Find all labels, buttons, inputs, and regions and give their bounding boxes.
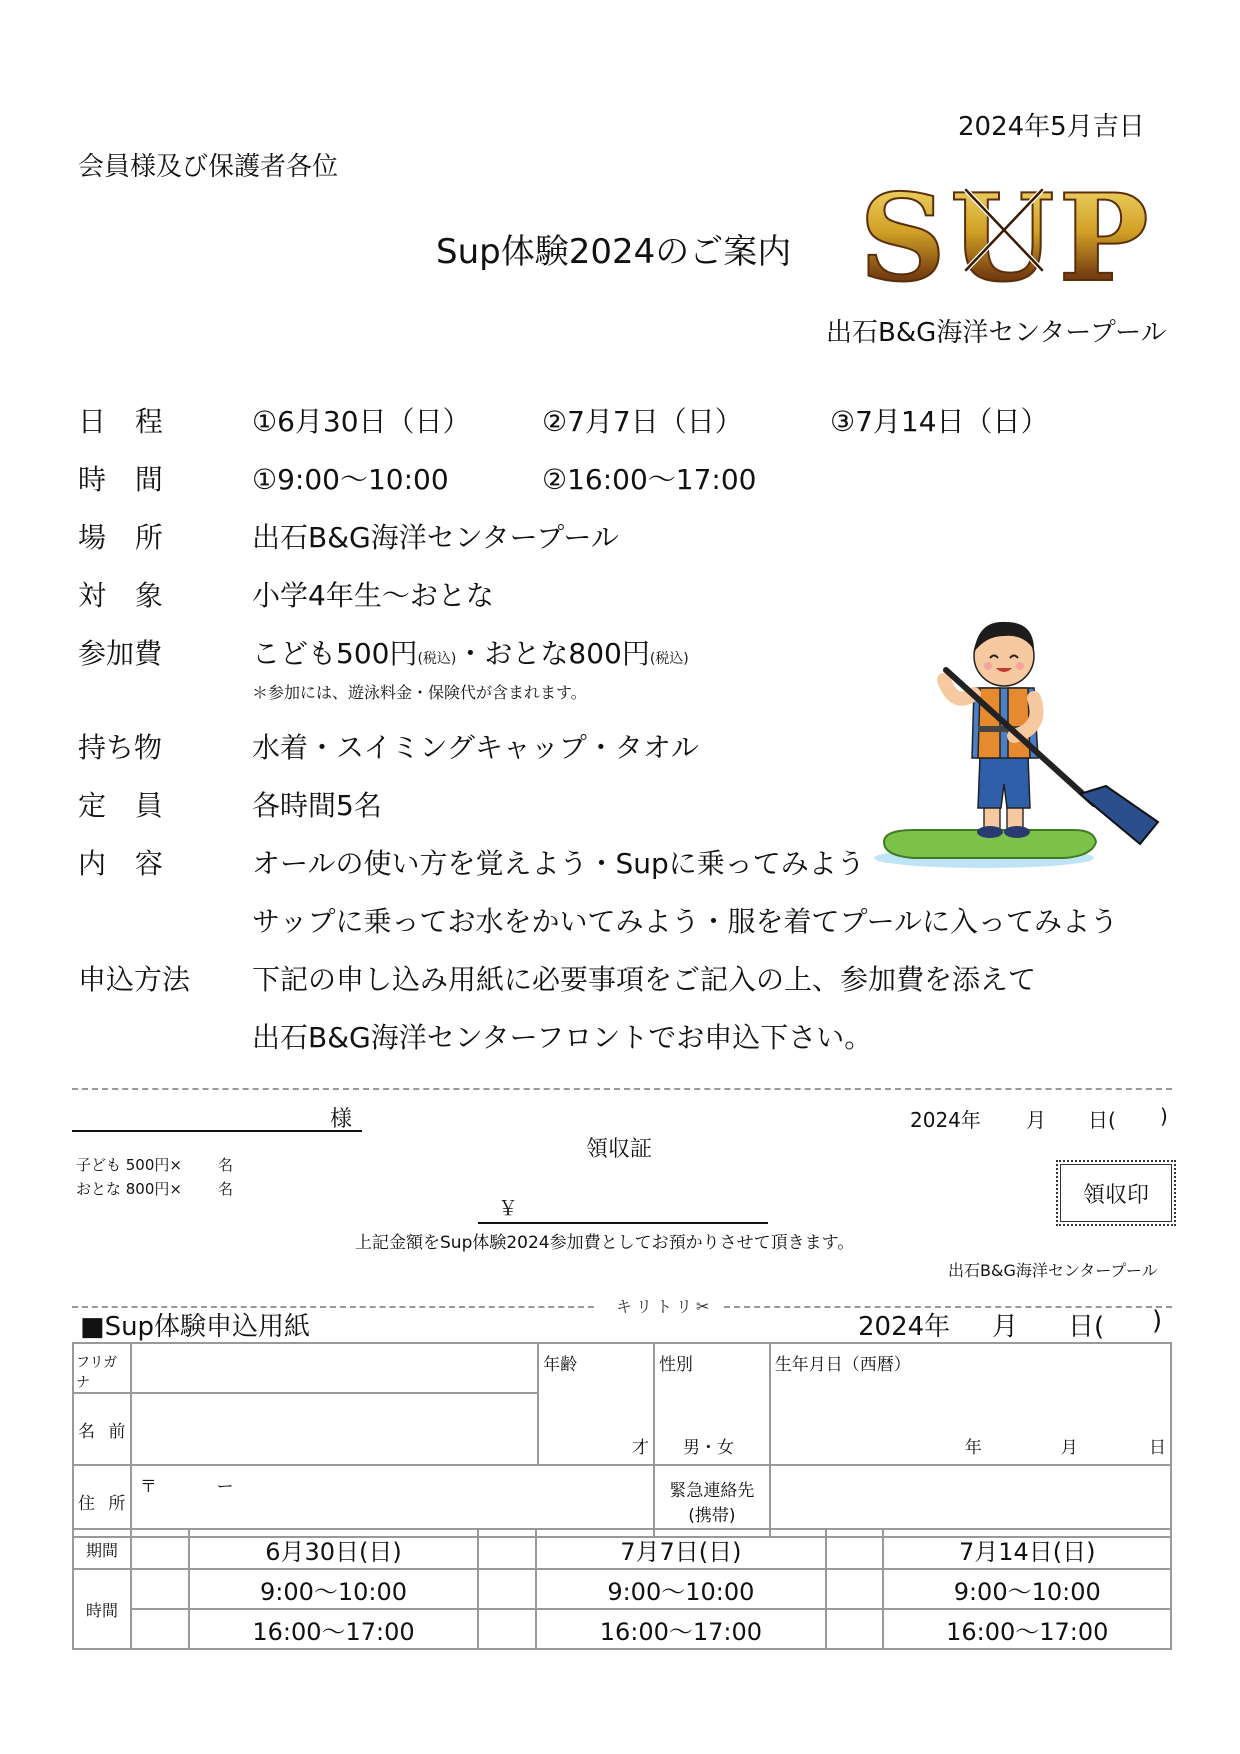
content-line-2: サップに乗ってお水をかいてみよう・服を着てプールに入ってみよう bbox=[252, 905, 1119, 938]
checkbox-d1-slot2[interactable] bbox=[131, 1609, 189, 1649]
receipt-date-day: 日( bbox=[1088, 1108, 1116, 1132]
period-label: 期間 bbox=[85, 1540, 118, 1560]
fee-child: こども500円 bbox=[252, 637, 418, 670]
time-slot-2: ②16:00～17:00 bbox=[542, 463, 757, 496]
date-1: 6月30日(日) bbox=[189, 1529, 478, 1569]
target-label: 対 象 bbox=[78, 579, 173, 612]
application-date-day: 日( bbox=[1068, 1312, 1105, 1342]
birth-month-unit: 月 bbox=[1060, 1438, 1078, 1458]
emergency-label: 緊急連絡先 bbox=[669, 1481, 755, 1501]
receipt-date-year: 2024年 bbox=[910, 1108, 981, 1132]
date-3: 7月14日(日) bbox=[883, 1529, 1171, 1569]
capacity-label: 定 員 bbox=[78, 789, 173, 822]
schedule-date-2: ②7月7日（日） bbox=[542, 405, 743, 438]
addressee: 会員様及び保護者各位 bbox=[78, 152, 339, 182]
fee-label: 参加費 bbox=[78, 637, 163, 670]
application-date-year: 2024年 bbox=[858, 1312, 951, 1342]
d1-slot1: 9:00～10:00 bbox=[189, 1569, 478, 1609]
date-2: 7月7日(日) bbox=[536, 1529, 825, 1569]
receipt-date-close: ) bbox=[1160, 1104, 1168, 1128]
receipt-stamp-box bbox=[1056, 1160, 1176, 1226]
checkbox-date-2[interactable] bbox=[478, 1529, 536, 1569]
place-value: 出石B&G海洋センタープール bbox=[252, 521, 619, 554]
checkbox-d2-slot1[interactable] bbox=[478, 1569, 536, 1609]
address-input[interactable] bbox=[131, 1465, 654, 1537]
sup-illustration bbox=[874, 608, 1164, 870]
time-slot-1: ①9:00～10:00 bbox=[252, 463, 449, 496]
checkbox-date-1[interactable] bbox=[131, 1529, 189, 1569]
age-cell[interactable] bbox=[538, 1343, 654, 1465]
apply-line-2: 出石B&G海洋センターフロントでお申込下さい。 bbox=[252, 1021, 873, 1054]
apply-line-1: 下記の申し込み用紙に必要事項をご記入の上、参加費を添えて bbox=[252, 963, 1037, 996]
d2-slot2: 16:00～17:00 bbox=[536, 1609, 825, 1649]
items-value: 水着・スイミングキャップ・タオル bbox=[252, 731, 699, 764]
gender-options: 男・女 bbox=[682, 1438, 734, 1458]
items-label: 持ち物 bbox=[78, 731, 163, 764]
receipt-name-line bbox=[72, 1130, 362, 1132]
fee-value bbox=[252, 632, 689, 672]
apply-label: 申込方法 bbox=[78, 963, 191, 996]
content-line-1: オールの使い方を覚えよう・Supに乗ってみよう bbox=[252, 847, 865, 880]
gender-label: 性別 bbox=[658, 1355, 693, 1375]
checkbox-date-3[interactable] bbox=[826, 1529, 884, 1569]
fee-adult: ・おとな800円 bbox=[456, 637, 650, 670]
receipt-issuer: 出石B&G海洋センタープール bbox=[948, 1261, 1158, 1280]
address-label: 住 所 bbox=[78, 1493, 130, 1514]
sup-logo-graphic bbox=[846, 182, 1166, 292]
sup-logo-text: SUP bbox=[859, 182, 1153, 292]
application-title: ■Sup体験申込用紙 bbox=[80, 1312, 311, 1342]
application-date-month: 月 bbox=[992, 1312, 1019, 1342]
place-label: 場 所 bbox=[78, 521, 173, 554]
name-input[interactable] bbox=[131, 1393, 538, 1465]
target-value: 小学4年生～おとな bbox=[252, 579, 494, 612]
receipt-adult-unit: 名 bbox=[218, 1180, 234, 1198]
time-label-cell bbox=[73, 1569, 131, 1649]
emergency-label-cell bbox=[654, 1465, 770, 1537]
sup-logo bbox=[846, 182, 1166, 292]
receipt-amount-line bbox=[478, 1222, 768, 1224]
checkbox-d1-slot1[interactable] bbox=[131, 1569, 189, 1609]
time-label: 時 間 bbox=[78, 463, 173, 496]
period-label-cell bbox=[73, 1529, 131, 1569]
paddler-image bbox=[874, 608, 1164, 870]
content-label: 内 容 bbox=[78, 847, 173, 880]
birth-day-unit: 日 bbox=[1149, 1438, 1166, 1458]
d3-slot1: 9:00～10:00 bbox=[883, 1569, 1171, 1609]
page-title: Sup体験2024のご案内 bbox=[436, 232, 792, 272]
organizer-name: 出石B&G海洋センタープール bbox=[826, 318, 1167, 348]
receipt-title: 領収証 bbox=[586, 1137, 653, 1162]
receipt-child-unit: 名 bbox=[218, 1156, 234, 1174]
d2-slot1: 9:00～10:00 bbox=[536, 1569, 825, 1609]
schedule-date-3: ③7月14日（日） bbox=[830, 405, 1049, 438]
gender-cell[interactable] bbox=[654, 1343, 770, 1465]
birthday-label: 生年月日（西暦） bbox=[774, 1355, 911, 1375]
age-unit: 才 bbox=[631, 1438, 649, 1458]
issue-date: 2024年5月吉日 bbox=[958, 112, 1145, 142]
receipt-date-month: 月 bbox=[1026, 1108, 1046, 1132]
receipt-sama: 様 bbox=[330, 1107, 353, 1132]
furigana-input[interactable] bbox=[131, 1343, 538, 1393]
application-table bbox=[72, 1342, 1172, 1538]
d3-slot2: 16:00～17:00 bbox=[883, 1609, 1171, 1649]
receipt-note: 上記金額をSup体験2024参加費としてお預かりさせて頂きます。 bbox=[355, 1233, 855, 1253]
capacity-value: 各時間5名 bbox=[252, 789, 382, 822]
fee-tax-1: (税込) bbox=[417, 651, 457, 667]
receipt-stamp-label: 領収印 bbox=[1082, 1182, 1149, 1208]
receipt-adult-fee: おとな 800円× bbox=[76, 1180, 182, 1198]
cut-label: キリトリ✂ bbox=[616, 1297, 714, 1316]
d1-slot2: 16:00～17:00 bbox=[189, 1609, 478, 1649]
receipt-yen: ￥ bbox=[498, 1196, 518, 1220]
fee-tax-2: (税込) bbox=[649, 651, 689, 667]
furigana-label-cell bbox=[73, 1343, 131, 1393]
time-label-form: 時間 bbox=[85, 1600, 118, 1620]
fee-note: ＊参加には、遊泳料金・保険代が含まれます。 bbox=[252, 683, 587, 702]
birth-year-unit: 年 bbox=[964, 1438, 982, 1458]
checkbox-d3-slot1[interactable] bbox=[826, 1569, 884, 1609]
emergency-input[interactable] bbox=[770, 1465, 1171, 1537]
separator-line bbox=[72, 1088, 1172, 1090]
schedule-date-1: ①6月30日（日） bbox=[252, 405, 471, 438]
name-label-cell bbox=[73, 1393, 131, 1465]
application-date-close: ) bbox=[1152, 1306, 1163, 1336]
emergency-sub: (携帯) bbox=[688, 1506, 736, 1526]
checkbox-d2-slot2[interactable] bbox=[478, 1609, 536, 1649]
checkbox-d3-slot2[interactable] bbox=[826, 1609, 884, 1649]
schedule-label: 日 程 bbox=[78, 405, 173, 438]
name-label: 名 前 bbox=[78, 1421, 130, 1442]
postal-mark: 〒 bbox=[139, 1477, 157, 1497]
address-label-cell bbox=[73, 1465, 131, 1537]
birthday-cell[interactable] bbox=[770, 1343, 1171, 1465]
age-label: 年齢 bbox=[543, 1355, 578, 1375]
schedule-table bbox=[72, 1528, 1172, 1650]
postal-dash: ー bbox=[216, 1477, 234, 1497]
furigana-label: フリガナ bbox=[76, 1355, 118, 1391]
receipt-child-fee: 子ども 500円× bbox=[76, 1156, 182, 1174]
